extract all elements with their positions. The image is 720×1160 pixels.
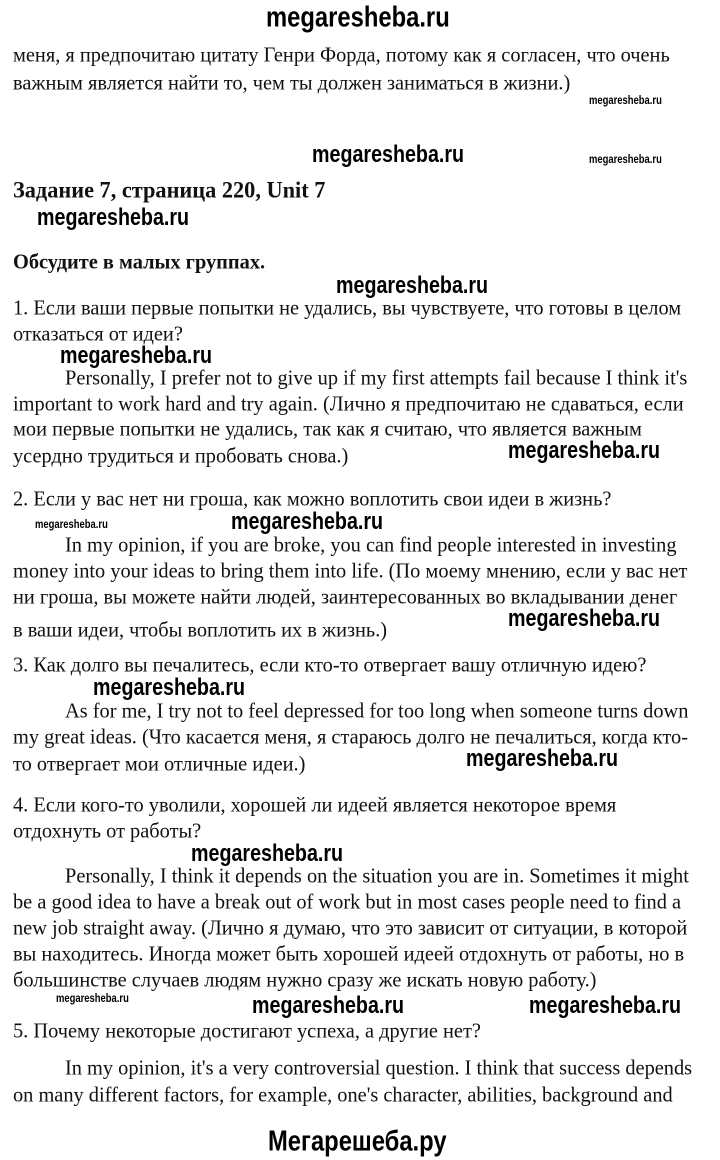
watermark: megaresheba.ru bbox=[336, 272, 489, 299]
watermark: megaresheba.ru bbox=[252, 992, 405, 1019]
answer-3: As for me, I try not to feel depressed for too long when someone turns down bbox=[65, 698, 689, 723]
question-4: 4. Если кого-то уволили, хорошей ли идеей является некоторое время bbox=[13, 792, 617, 817]
answer-4: new job straight away. (Лично я думаю, что это зависит от ситуации, в которой bbox=[13, 915, 688, 940]
answer-1: мои первые попытки не удались, так как я считаю, что является важным bbox=[13, 416, 642, 441]
question-4: отдохнуть от работы? bbox=[13, 818, 202, 843]
watermark: megaresheba.ru bbox=[312, 141, 465, 168]
text-line: важным является найти то, чем ты должен заниматься в жизни.) bbox=[13, 70, 571, 95]
task-heading: Задание 7, страница 220, Unit 7 bbox=[13, 177, 326, 203]
watermark: megaresheba.ru bbox=[37, 204, 190, 231]
answer-4: вы находитесь. Иногда может быть хорошей идеей отдохнуть от работы, но в bbox=[13, 941, 685, 966]
answer-2: In my opinion, if you are broke, you can find people interested in investing bbox=[65, 532, 677, 557]
answer-5: on many different factors, for example, one's character, abilities, background and bbox=[13, 1082, 673, 1107]
watermark: megaresheba.ru bbox=[35, 519, 108, 531]
answer-2: в ваши идеи, чтобы воплотить их в жизнь.) bbox=[13, 617, 388, 642]
watermark: megaresheba.ru bbox=[266, 1, 450, 34]
question-3: 3. Как долго вы печалитесь, если кто-то отвергает вашу отличную идею? bbox=[13, 652, 647, 677]
watermark: megaresheba.ru bbox=[508, 605, 661, 632]
watermark: megaresheba.ru bbox=[93, 674, 246, 701]
watermark: megaresheba.ru bbox=[589, 154, 662, 166]
answer-1: Personally, I prefer not to give up if my first attempts fail because I think it's bbox=[65, 365, 688, 390]
answer-1: усердно трудиться и пробовать снова.) bbox=[13, 443, 349, 468]
watermark: megaresheba.ru bbox=[529, 992, 682, 1019]
answer-1: important to work hard and try again. (Лично я предпочитаю не сдаваться, если bbox=[13, 391, 684, 416]
answer-4: большинстве случаев людям нужно сразу же искать новую работу.) bbox=[13, 967, 597, 992]
watermark: megaresheba.ru bbox=[56, 993, 129, 1005]
text-line: меня, я предпочитаю цитату Генри Форда, потому как я согласен, что очень bbox=[13, 42, 670, 67]
watermark: megaresheba.ru bbox=[589, 95, 662, 107]
watermark: megaresheba.ru bbox=[231, 508, 384, 535]
question-5: 5. Почему некоторые достигают успеха, а другие нет? bbox=[13, 1018, 481, 1043]
watermark: megaresheba.ru bbox=[466, 745, 619, 772]
watermark: megaresheba.ru bbox=[60, 342, 213, 369]
answer-2: money into your ideas to bring them into life. (По моему мнению, если у вас нет bbox=[13, 558, 688, 583]
question-1: 1. Если ваши первые попытки не удались, вы чувствуете, что готовы в целом bbox=[13, 295, 682, 320]
watermark: megaresheba.ru bbox=[191, 840, 344, 867]
footer-watermark: Мегарешеба.ру bbox=[268, 1125, 447, 1158]
answer-2: ни гроша, вы можете найти людей, заинтересованных во вкладывании денег bbox=[13, 584, 678, 609]
answer-3: то отвергает мои отличные идеи.) bbox=[13, 751, 306, 776]
answer-3: my great ideas. (Что касается меня, я стараюсь долго не печалиться, когда кто- bbox=[13, 724, 688, 749]
answer-5: In my opinion, it's a very controversial question. I think that success depends bbox=[65, 1055, 693, 1080]
question-1: отказаться от идеи? bbox=[13, 321, 183, 346]
answer-4: Personally, I think it depends on the situation you are in. Sometimes it might bbox=[65, 863, 689, 888]
answer-4: be a good idea to have a break out of work but in most cases people need to find a bbox=[13, 889, 682, 914]
task-instruction: Обсудите в малых группах. bbox=[13, 249, 266, 274]
question-2: 2. Если у вас нет ни гроша, как можно воплотить свои идеи в жизнь? bbox=[13, 486, 612, 511]
watermark: megaresheba.ru bbox=[508, 437, 661, 464]
